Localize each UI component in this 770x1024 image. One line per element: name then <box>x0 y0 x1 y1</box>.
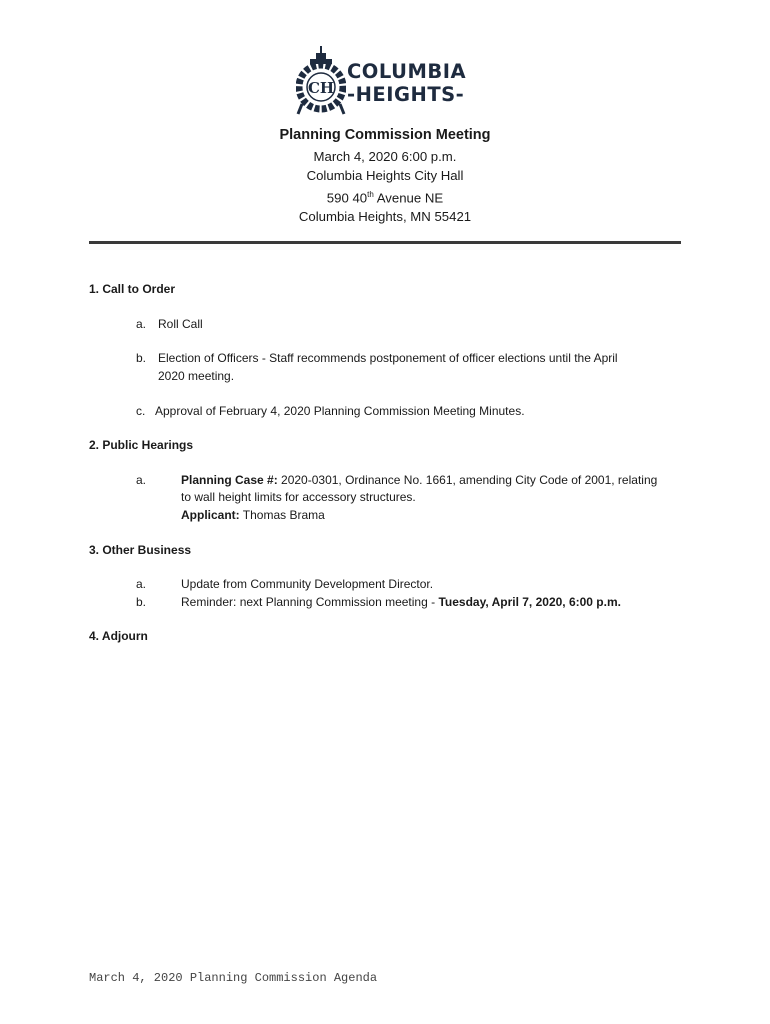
agenda-item-election: Election of Officers - Staff recommends postponement of officer elections until the April <box>158 351 618 365</box>
next-meeting-date: Tuesday, April 7, 2020, 6:00 p.m. <box>438 595 621 609</box>
agenda-item-reminder: Reminder: next Planning Commission meeting - Tuesday, April 7, 2020, 6:00 p.m. <box>181 595 621 609</box>
page-footer: March 4, 2020 Planning Commission Agenda <box>89 971 378 985</box>
meeting-header <box>0 126 770 226</box>
city-emblem-icon <box>296 46 346 116</box>
item-marker: c. <box>136 404 146 418</box>
logo-text-columbia: COLUMBIA <box>347 60 467 83</box>
agenda-item-planning-case: Planning Case #: 2020-0301, Ordinance No. 1661, amending City Code of 2001, relating <box>181 473 658 487</box>
agenda-item-applicant: Applicant: Thomas Brama <box>181 508 325 522</box>
item-marker: a. <box>136 317 147 331</box>
section-heading-call-to-order: 1. Call to Order <box>89 282 176 296</box>
item-marker: b. <box>136 595 147 609</box>
svg-text:CH: CH <box>307 79 335 97</box>
section-heading-other-business: 3. Other Business <box>89 543 192 557</box>
agenda-item-update: Update from Community Development Director. <box>181 577 434 591</box>
city-logo <box>296 46 476 116</box>
agenda-item-planning-case-cont: to wall height limits for accessory structures. <box>181 490 416 504</box>
agenda-item-election-cont: 2020 meeting. <box>158 369 235 383</box>
agenda-item-minutes: Approval of February 4, 2020 Planning Commission Meeting Minutes. <box>155 404 525 418</box>
planning-case-label: Planning Case #: <box>181 473 278 487</box>
logo-text-heights: -HEIGHTS- <box>347 83 465 106</box>
header-divider <box>89 241 681 244</box>
applicant-label: Applicant: <box>181 508 240 522</box>
item-marker: b. <box>136 351 147 365</box>
meeting-date: March 4, 2020 6:00 p.m. <box>313 149 457 164</box>
agenda-item-roll-call: Roll Call <box>158 317 203 331</box>
meeting-title: Planning Commission Meeting <box>279 127 491 143</box>
meeting-venue: Columbia Heights City Hall <box>306 168 464 183</box>
meeting-address: 590 40th Avenue NE <box>326 190 444 206</box>
item-marker: a. <box>136 577 147 591</box>
meeting-city: Columbia Heights, MN 55421 <box>298 209 472 225</box>
item-marker: a. <box>136 473 147 487</box>
section-heading-adjourn: 4. Adjourn <box>89 629 148 643</box>
section-heading-public-hearings: 2. Public Hearings <box>89 438 194 452</box>
